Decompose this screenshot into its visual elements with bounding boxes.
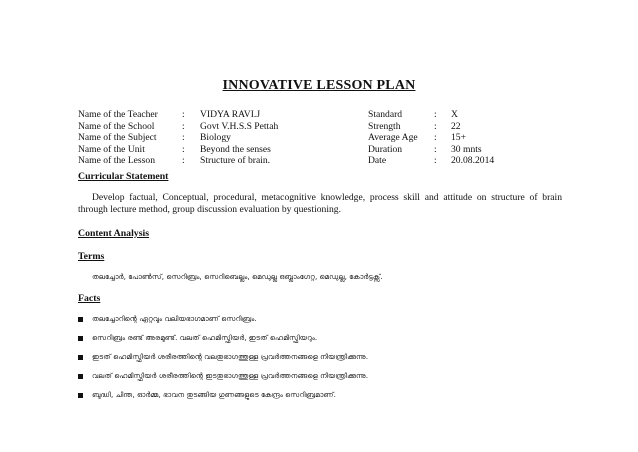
- info-value: X: [451, 109, 458, 120]
- info-label: Name of the Unit: [78, 143, 145, 155]
- info-separator: :: [434, 143, 437, 155]
- list-item: [78, 370, 368, 382]
- info-separator: :: [434, 120, 437, 132]
- list-item: [78, 332, 317, 344]
- curricular-statement-text: Develop factual, Conceptual, procedural, metacognitive knowledge, process skill and attitude on structure of brain through lecture method, group discussion evaluation by questioning.: [78, 192, 562, 215]
- info-row-lesson: [78, 155, 278, 167]
- info-left-block: [78, 109, 278, 167]
- info-separator: :: [182, 132, 185, 144]
- info-label: Name of the Subject: [78, 132, 157, 144]
- info-separator: :: [182, 120, 185, 132]
- info-separator: :: [434, 155, 437, 167]
- info-label: Average Age: [368, 132, 418, 144]
- info-value: Biology: [200, 132, 231, 144]
- list-item: [78, 389, 336, 401]
- square-bullet-icon: [78, 393, 83, 398]
- info-row-school: [78, 121, 278, 133]
- fact-text: വലത് ഹെമിസ്ഫിയർ ശരീരത്തിന്റെ ഇടതുഭാഗത്തുള്ള പ്രവർത്തനങ്ങളെ നിയന്ത്രിക്കുന്നു.: [92, 371, 369, 380]
- info-separator: :: [182, 109, 185, 120]
- list-item: [78, 351, 368, 363]
- info-row-standard: [368, 109, 494, 121]
- square-bullet-icon: [78, 336, 83, 341]
- square-bullet-icon: [78, 317, 83, 322]
- fact-text: സെറിബ്രം രണ്ട് അരമുണ്ട്. വലത് ഹെമിസ്ഫിയർ, ഇടത് ഹെമിസ്ഫിയറും.: [92, 333, 318, 342]
- info-row-subject: [78, 132, 278, 144]
- info-row-strength: [368, 121, 494, 133]
- facts-heading: Facts: [78, 293, 101, 304]
- info-label: Name of the Lesson: [78, 155, 155, 167]
- terms-text: തലച്ചോർ, പോൺസ്, സെറിബ്രം, സെറിബെല്ലം, മെഡുല്ല ഒബ്ലാംഗേറ്റ, മെഡുല്ല, കോർട്ടക്സ്.: [92, 272, 383, 281]
- info-value: VIDYA RAVI.J: [200, 109, 261, 120]
- info-value: 22: [451, 120, 461, 132]
- info-right-block: [368, 109, 494, 167]
- info-row-unit: [78, 144, 278, 156]
- fact-text: ബുദ്ധി, ചിന്ത, ഓർമ്മ, ഭാവന തുടങ്ങിയ ഗുണങ്ങളുടെ കേന്ദ്രം സെറിബ്രമാണ്.: [92, 390, 336, 399]
- info-label: Strength: [368, 120, 401, 132]
- info-row-teacher: [78, 109, 278, 121]
- info-label: Standard: [368, 109, 403, 120]
- info-separator: :: [434, 132, 437, 144]
- info-separator: :: [434, 109, 437, 120]
- terms-heading: Terms: [78, 251, 105, 262]
- curricular-statement-heading: Curricular Statement: [78, 171, 169, 182]
- content-analysis-heading: Content Analysis: [78, 228, 150, 239]
- info-value: 20.08.2014: [451, 155, 495, 167]
- info-value: Beyond the senses: [200, 143, 271, 155]
- page-title: INNOVATIVE LESSON PLAN: [222, 78, 416, 93]
- info-value: Structure of brain.: [200, 155, 271, 167]
- info-value: 30 mnts: [451, 143, 482, 155]
- info-separator: :: [182, 143, 185, 155]
- square-bullet-icon: [78, 355, 83, 360]
- info-label: Duration: [368, 143, 403, 155]
- info-row-duration: [368, 144, 494, 156]
- info-value: Govt V.H.S.S Pettah: [200, 120, 279, 132]
- fact-text: തലച്ചോറിന്റെ ഏറ്റവും വലിയഭാഗമാണ് സെറിബ്രം.: [92, 314, 257, 323]
- info-row-average-age: [368, 132, 494, 144]
- info-row-date: [368, 155, 494, 167]
- info-label: Name of the School: [78, 120, 155, 132]
- info-separator: :: [182, 155, 185, 167]
- square-bullet-icon: [78, 374, 83, 379]
- info-label: Date: [368, 155, 387, 167]
- info-label: Name of the Teacher: [78, 109, 158, 120]
- info-value: 15+: [451, 132, 467, 144]
- list-item: [78, 313, 257, 325]
- fact-text: ഇടത് ഹെമിസ്ഫിയർ ശരീരത്തിന്റെ വലതുഭാഗത്തുള്ള പ്രവർത്തനങ്ങളെ നിയന്ത്രിക്കുന്നു.: [92, 352, 369, 361]
